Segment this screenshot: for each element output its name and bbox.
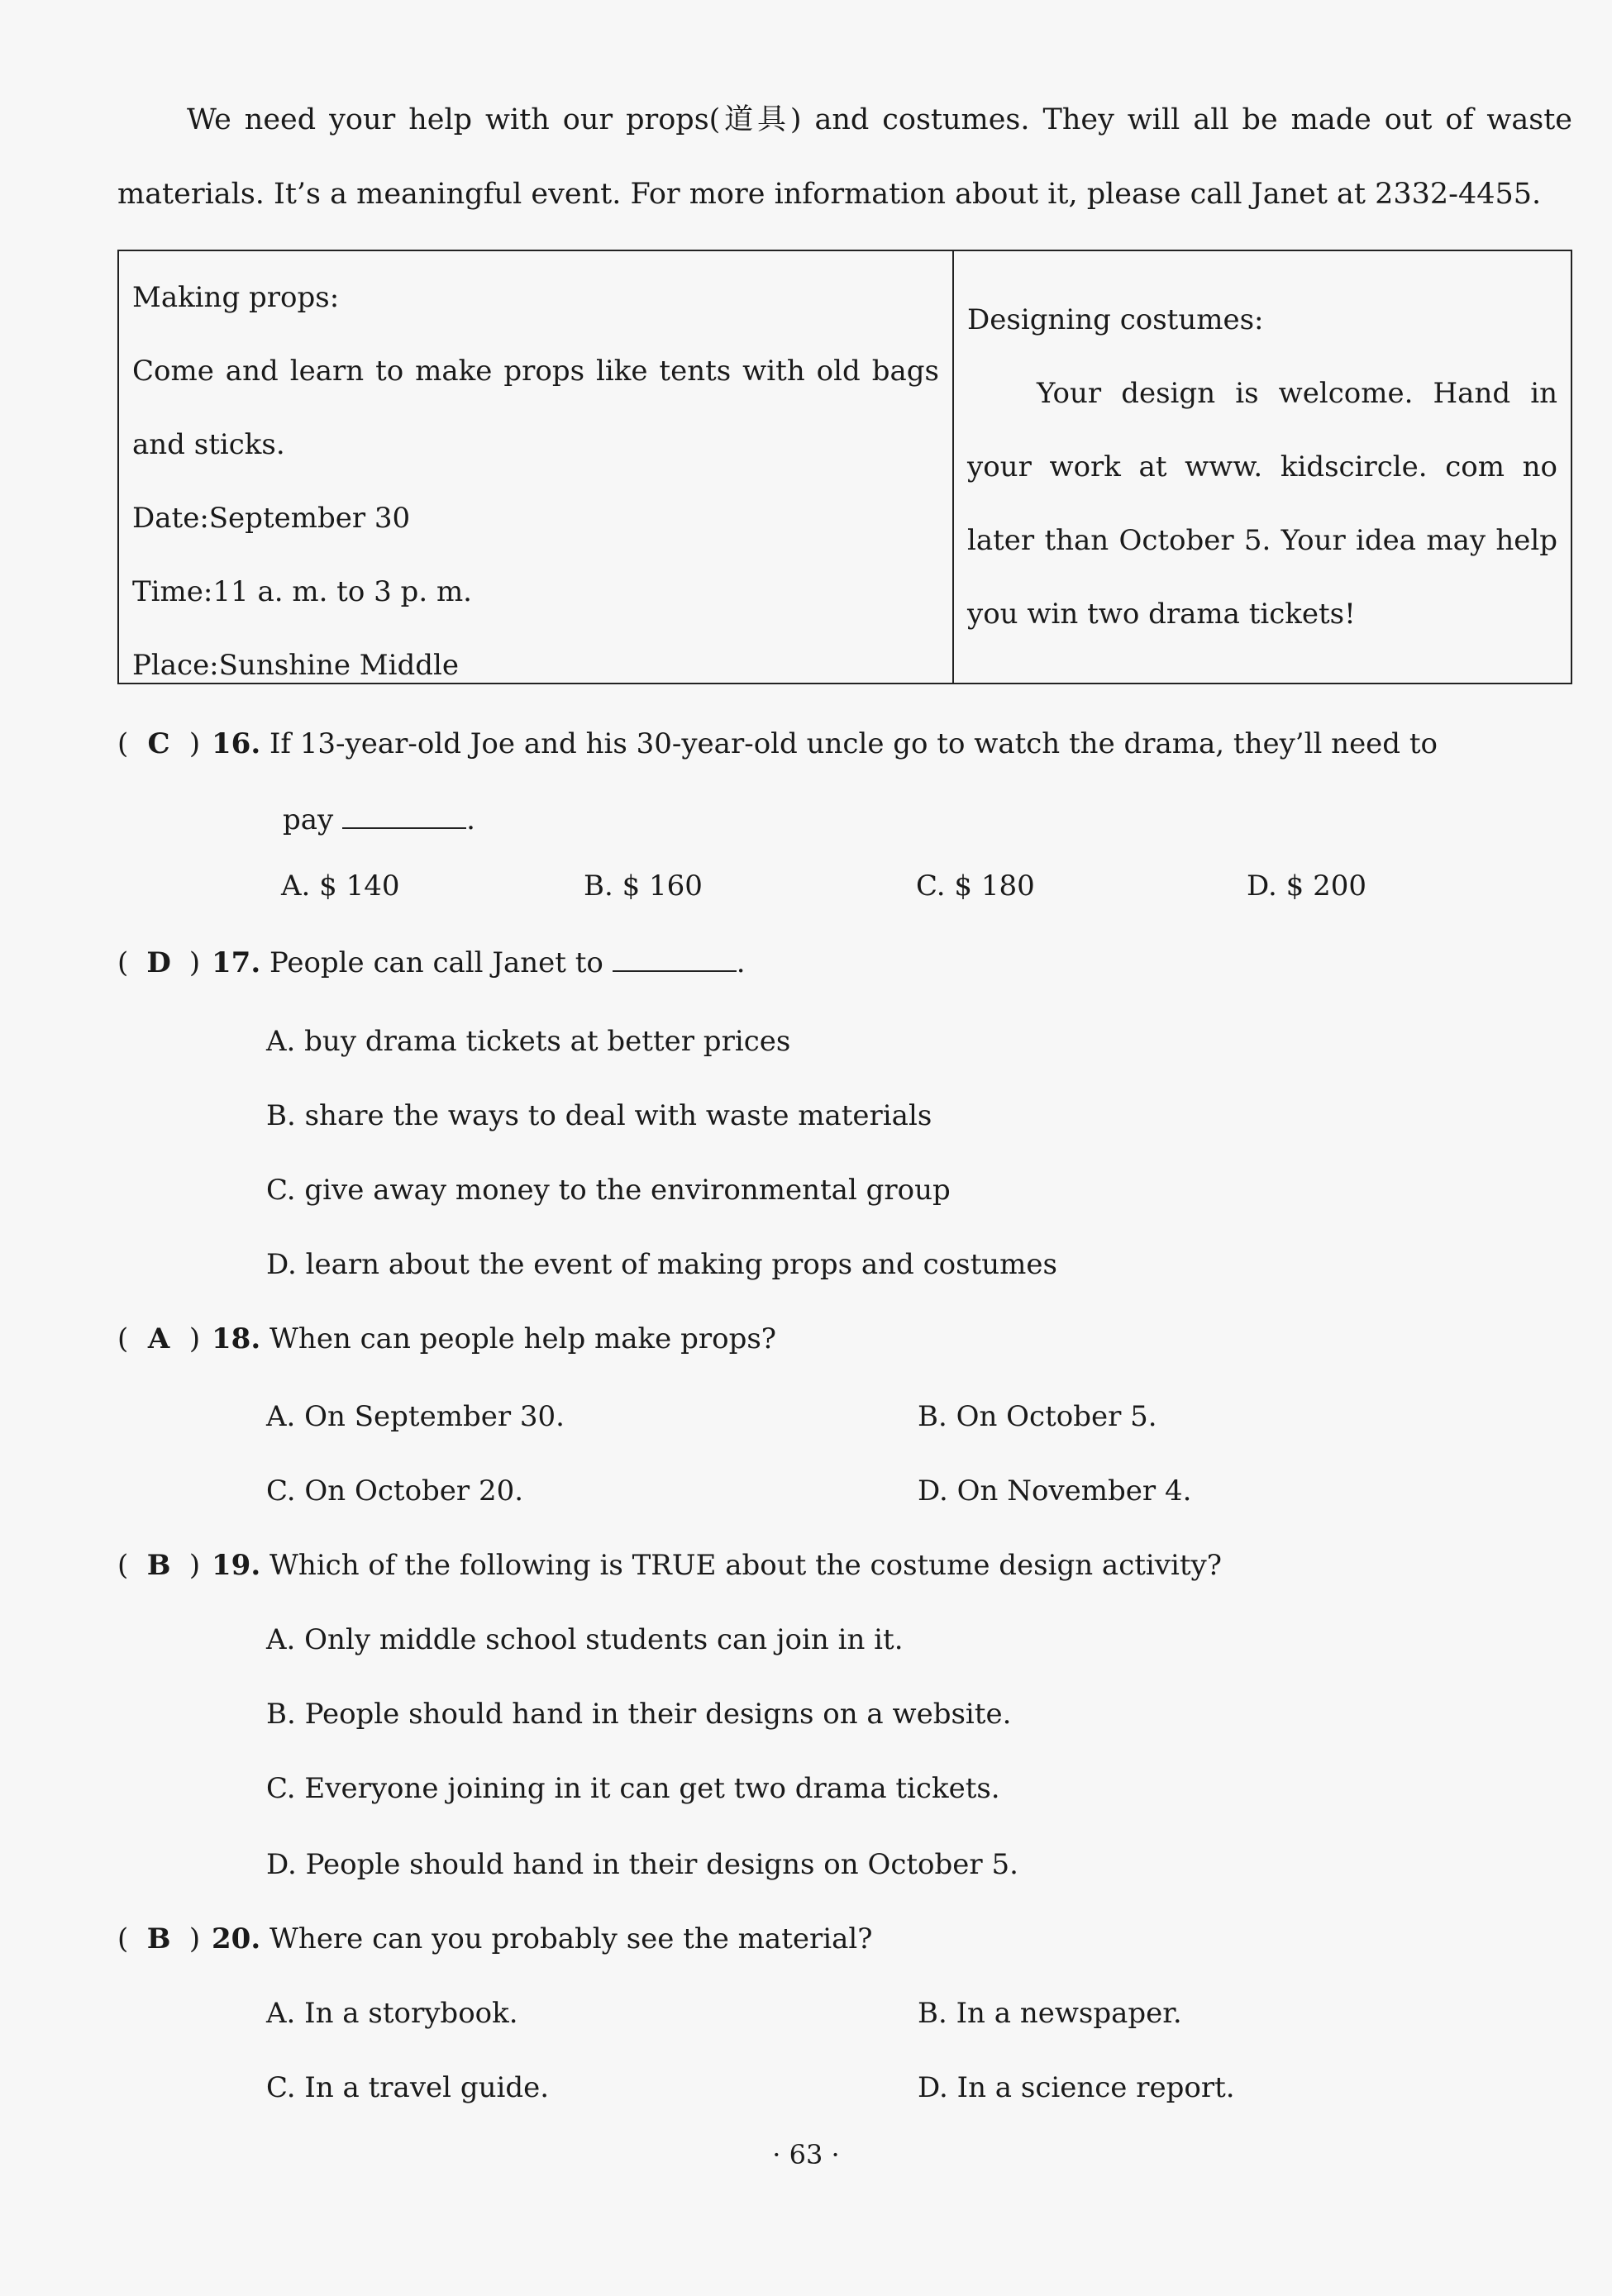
option-20-b: B. In a newspaper. xyxy=(918,1997,1182,2030)
question-number-20: 20. xyxy=(212,1922,261,1955)
question-stem-17: People can call Janet to xyxy=(269,946,603,979)
question-stem-19: Which of the following is TRUE about the costume design activity? xyxy=(269,1549,1222,1582)
answer-blank-16[interactable] xyxy=(342,803,466,829)
question-stem-16-cont: pay xyxy=(283,803,334,836)
option-19-a: A. Only middle school students can join in it. xyxy=(266,1623,904,1656)
question-number-16: 16. xyxy=(212,727,261,760)
question-number-19: 19. xyxy=(212,1549,261,1582)
option-17-a: A. buy drama tickets at better prices xyxy=(266,1025,791,1058)
making-props-time: Time:11 a. m. to 3 p. m. xyxy=(132,575,472,608)
designing-costumes-title: Designing costumes: xyxy=(967,302,1264,336)
making-props-title: Making props: xyxy=(132,281,340,314)
question-stem-16: If 13-year-old Joe and his 30-year-old uncle go to watch the drama, they’ll need to xyxy=(269,727,1438,760)
designing-costumes-body: Your design is welcome. Hand in your work at www. kidscircle. com no later than October 5. Your idea may help you win two drama tickets! xyxy=(967,376,1557,631)
page-number: · 63 · xyxy=(772,2139,840,2170)
option-17-c: C. give away money to the environmental group xyxy=(266,1174,951,1207)
option-18-c: C. On October 20. xyxy=(266,1474,524,1508)
notice-table xyxy=(117,250,1572,684)
intro-paragraph: We need your help with our props(道具) and costumes. They will all be made out of waste materials. It’s a meaningful event. For more information about it, please call Janet at 2332-4455. xyxy=(117,103,1572,211)
making-props-place: Place:Sunshine Middle xyxy=(132,649,459,682)
answer-blank-17[interactable] xyxy=(613,946,737,972)
answer-17: D xyxy=(146,946,171,979)
making-props-cell xyxy=(119,251,954,683)
option-20-a: A. In a storybook. xyxy=(266,1997,518,2030)
option-20-c: C. In a travel guide. xyxy=(266,2071,550,2104)
option-19-d: D. People should hand in their designs on October 5. xyxy=(266,1848,1018,1881)
answer-20: B xyxy=(146,1922,171,1955)
option-18-b: B. On October 5. xyxy=(918,1400,1157,1433)
option-17-b: B. share the ways to deal with waste materials xyxy=(266,1099,932,1132)
option-17-d: D. learn about the event of making props and costumes xyxy=(266,1248,1057,1281)
option-16-b: B. $ 160 xyxy=(584,869,703,903)
answer-19: B xyxy=(146,1549,171,1582)
question-17: ( D ) 17. People can call Janet to . xyxy=(117,946,746,979)
option-16-a: A. $ 140 xyxy=(281,869,400,903)
question-number-17: 17. xyxy=(212,946,261,979)
question-18: ( A ) 18. When can people help make props? xyxy=(117,1322,777,1355)
question-stem-18: When can people help make props? xyxy=(269,1322,777,1355)
option-16-c: C. $ 180 xyxy=(916,869,1035,903)
option-18-a: A. On September 30. xyxy=(266,1400,565,1433)
designing-costumes-cell xyxy=(954,251,1571,683)
question-stem-20: Where can you probably see the material? xyxy=(269,1922,873,1955)
option-19-c: C. Everyone joining in it can get two drama tickets. xyxy=(266,1772,1000,1805)
question-number-18: 18. xyxy=(212,1322,261,1355)
option-16-d: D. $ 200 xyxy=(1247,869,1366,903)
question-19: ( B ) 19. Which of the following is TRUE about the costume design activity? xyxy=(117,1549,1222,1582)
question-20: ( B ) 20. Where can you probably see the material? xyxy=(117,1922,873,1955)
question-16: ( C ) 16. If 13-year-old Joe and his 30-year-old uncle go to watch the drama, they’ll need to pay . xyxy=(117,719,1572,845)
answer-16: C xyxy=(147,727,170,760)
option-20-d: D. In a science report. xyxy=(918,2071,1235,2104)
making-props-description: Come and learn to make props like tents with old bags and sticks. xyxy=(132,355,939,461)
answer-18: A xyxy=(147,1322,170,1355)
making-props-date: Date:September 30 xyxy=(132,502,411,535)
option-18-d: D. On November 4. xyxy=(918,1474,1192,1508)
option-19-b: B. People should hand in their designs on a website. xyxy=(266,1698,1012,1731)
